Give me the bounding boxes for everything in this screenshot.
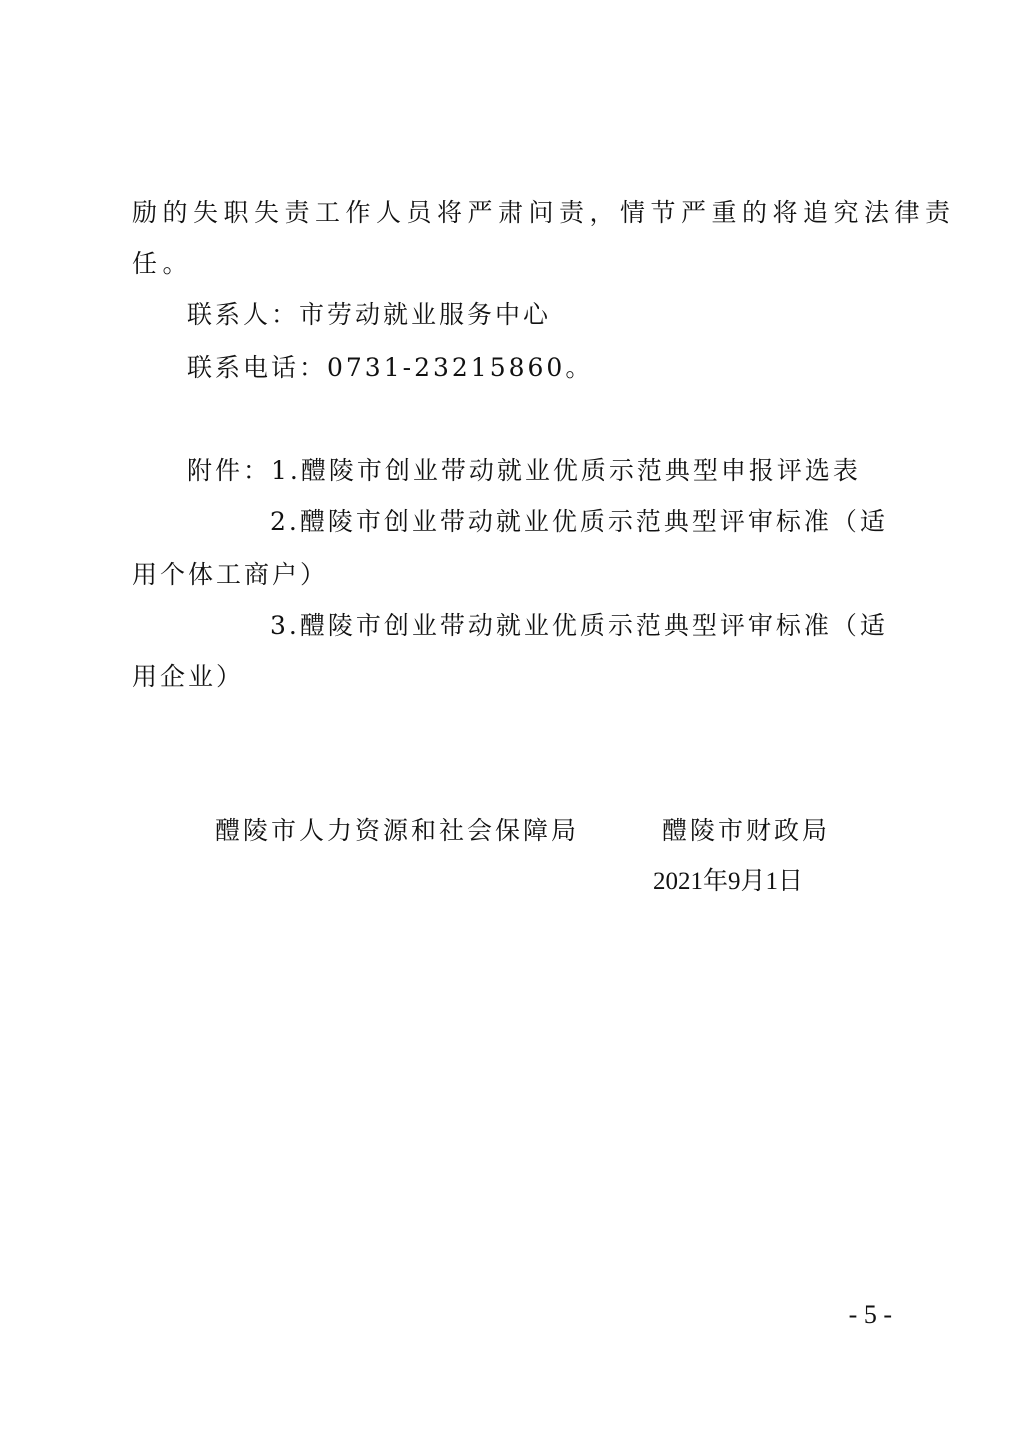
attachment-item-2-continuation: 用个体工商户） — [132, 560, 329, 589]
contact-person: 联系人：市劳动就业服务中心 — [187, 300, 552, 329]
page-number: - 5 - — [848, 1300, 892, 1329]
attachment-item-3-continuation: 用企业） — [132, 662, 245, 691]
contact-phone: 联系电话：0731-23215860。 — [187, 353, 594, 382]
attachment-item-1: 附件：1.醴陵市创业带动就业优质示范典型申报评选表 — [187, 456, 861, 485]
signature-org-hr-bureau: 醴陵市人力资源和社会保障局 — [215, 816, 580, 845]
signature-org-finance-bureau: 醴陵市财政局 — [662, 816, 831, 845]
paragraph-line: 任。 — [132, 249, 194, 278]
attachment-item-3: 3.醴陵市创业带动就业优质示范典型评审标准（适 — [270, 611, 888, 640]
paragraph-line: 励的失职失责工作人员将严肃问责，情节严重的将追究法律责 — [132, 198, 956, 227]
attachment-item-2: 2.醴陵市创业带动就业优质示范典型评审标准（适 — [270, 507, 888, 536]
signature-date: 2021年9月1日 — [653, 868, 804, 895]
